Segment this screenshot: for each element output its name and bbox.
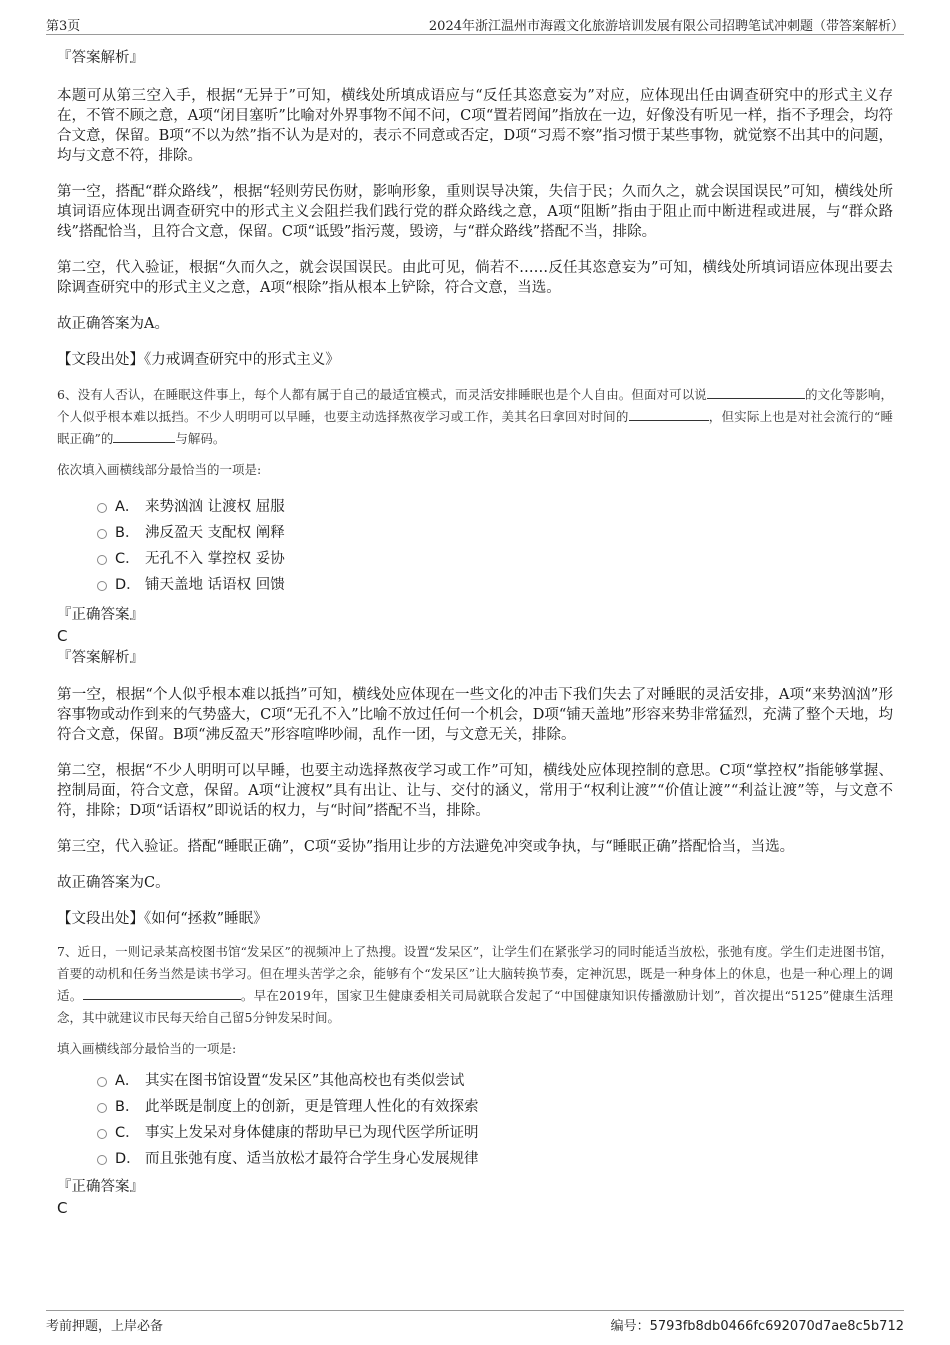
option-list xyxy=(97,494,893,598)
option-list xyxy=(97,1068,893,1172)
stem-text: 与解码。 xyxy=(175,431,226,446)
option-c[interactable]: C． 事实上发呆对身体健康的帮助早已为现代医学所证明 xyxy=(97,1120,893,1146)
correct-answer-label: 『正确答案』 xyxy=(57,607,144,623)
correct-answer: C xyxy=(57,627,68,645)
option-d[interactable]: D． 铺天盖地 话语权 回馈 xyxy=(97,572,893,598)
correct-answer-label: 『正确答案』 xyxy=(57,1179,144,1195)
option-b[interactable]: B． 沸反盈天 支配权 阐释 xyxy=(97,520,893,546)
option-b[interactable]: B． 此举既是制度上的创新，更是管理人性化的有效探索 xyxy=(97,1094,893,1120)
stem-text: 7、近日，一则记录某高校图书馆“发呆区”的视频冲上了热搜。设置“发呆区”，让学生们在紧张学习的同时能适当放松，张弛有度。学生们走进图书馆，首要的动机和任务当然是读书学习。但在埋头苦学之余，能够有个“发呆区”让大脑转换节奏，定神沉思，既是一种身体上的休息，也是一种心理上的调适。 xyxy=(57,944,893,1003)
option-d[interactable]: D． 而且张弛有度、适当放松才最符合学生身心发展规律 xyxy=(97,1146,893,1172)
fill-blank xyxy=(113,428,175,443)
radio-button[interactable] xyxy=(97,503,107,513)
radio-button[interactable] xyxy=(97,1103,107,1113)
radio-button[interactable] xyxy=(97,1155,107,1165)
page-number: 第3页 xyxy=(46,19,81,34)
source-citation: 【文段出处】《如何“拯救”睡眠》 xyxy=(57,911,268,927)
analysis-paragraph: 本题可从第三空入手，根据“无异于”可知，横线处所填成语应与“反任其恣意妄为”对应，应体现出任由调查研究中的形式主义存在，不管不顾之意，A项“闭目塞听”比喻对外界事物不闻不问，C项“置若罔闻”指放在一边，好像没有听见一样，指不予理会，均符合文意，保留。B项“不以为然”指不认为是对的，表示不同意或否定，D项“习焉不察”指习惯于某些事物，就觉察不出其中的问题，均与文意不符，排除。 xyxy=(57,88,893,164)
analysis-conclusion: 故正确答案为A。 xyxy=(57,316,169,332)
radio-button[interactable] xyxy=(97,529,107,539)
fill-blank xyxy=(707,384,805,399)
fill-blank xyxy=(83,985,241,1000)
source-citation: 【文段出处】《力戒调查研究中的形式主义》 xyxy=(57,352,340,368)
radio-button[interactable] xyxy=(97,1077,107,1087)
question-prompt: 填入画横线部分最恰当的一项是: xyxy=(57,1041,237,1056)
option-c[interactable]: C． 无孔不入 掌控权 妥协 xyxy=(97,546,893,572)
question-prompt: 依次填入画横线部分最恰当的一项是: xyxy=(57,462,262,477)
document-id: 编号：5793fb8db0466fc692070d7ae8c5b712 xyxy=(610,1319,904,1334)
analysis-paragraph: 第一空，根据“个人似乎根本难以抵挡”可知，横线处应体现在一些文化的冲击下我们失去了对睡眠的灵活安排，A项“来势汹汹”形容事物或动作到来的气势盛大，C项“无孔不入”比喻不放过任何一个机会，D项“铺天盖地”形容来势非常猛烈，充满了整个天地，均符合文意，保留。B项“沸反盈天”形容喧哗吵闹，乱作一团，与文意无关，排除。 xyxy=(57,687,893,743)
analysis-conclusion: 故正确答案为C。 xyxy=(57,875,170,891)
question-stem xyxy=(57,384,893,450)
answer-analysis-label: 『答案解析』 xyxy=(57,50,144,66)
correct-answer: C xyxy=(57,1199,68,1217)
radio-button[interactable] xyxy=(97,555,107,565)
option-a[interactable]: A． 来势汹汹 让渡权 屈服 xyxy=(97,494,893,520)
analysis-paragraph: 第二空，根据“不少人明明可以早睡，也要主动选择熬夜学习或工作”可知，横线处应体现控制的意思。C项“掌控权”指能够掌握、控制局面，符合文意，保留。A项“让渡权”具有出让、让与、交付的涵义，常用于“权利让渡”“价值让渡”“利益让渡”等，与文意不符，排除；D项“话语权”即说话的权力，与“时间”搭配不当，排除。 xyxy=(57,763,893,819)
radio-button[interactable] xyxy=(97,581,107,591)
stem-text: ，但实际上也是对社会流行的“睡眠正确”的 xyxy=(57,409,893,446)
question-stem xyxy=(57,941,893,1029)
page-footer xyxy=(46,1310,904,1334)
page-content xyxy=(57,40,893,1218)
answer-analysis-label: 『答案解析』 xyxy=(57,650,144,666)
analysis-paragraph: 第一空，搭配“群众路线”，根据“轻则劳民伤财，影响形象，重则误导决策，失信于民；久而久之，就会误国误民”可知，横线处所填词语应体现出调查研究中的形式主义会阻拦我们践行党的群众路线之意，A项“阻断”指由于阻止而中断进程或进展，与“群众路线”搭配恰当，且符合文意，保留。C项“诋毁”指污蔑，毁谤，与“群众路线”搭配不当，排除。 xyxy=(57,184,893,240)
radio-button[interactable] xyxy=(97,1129,107,1139)
stem-text: 6、没有人否认，在睡眠这件事上，每个人都有属于自己的最适宜模式，而灵活安排睡眠也是个人自由。但面对可以说 xyxy=(57,387,707,402)
page-header xyxy=(46,14,904,35)
footer-slogan: 考前押题，上岸必备 xyxy=(46,1319,164,1334)
analysis-paragraph: 第二空，代入验证，根据“久而久之，就会误国误民。由此可见，倘若不……反任其恣意妄为”可知，横线处所填词语应体现出要去除调查研究中的形式主义之意，A项“根除”指从根本上铲除，符合文意，当选。 xyxy=(57,260,893,296)
analysis-paragraph: 第三空，代入验证。搭配“睡眠正确”，C项“妥协”指用让步的方法避免冲突或争执，与“睡眠正确”搭配恰当，当选。 xyxy=(57,839,795,855)
fill-blank xyxy=(629,406,709,421)
stem-text: 。早在2019年，国家卫生健康委相关司局就联合发起了“中国健康知识传播激励计划”，首次提出“5125”健康生活理念，其中就建议市民每天给自己留5分钟发呆时间。 xyxy=(57,988,893,1025)
document-title: 2024年浙江温州市海霞文化旅游培训发展有限公司招聘笔试冲刺题（带答案解析） xyxy=(428,19,904,34)
option-a[interactable]: A． 其实在图书馆设置“发呆区”其他高校也有类似尝试 xyxy=(97,1068,893,1094)
stem-text: 的文化等影响，个人似乎根本难以抵挡。不少人明明可以早睡，也要主动选择熬夜学习或工作，美其名曰拿回对时间的 xyxy=(57,387,893,424)
